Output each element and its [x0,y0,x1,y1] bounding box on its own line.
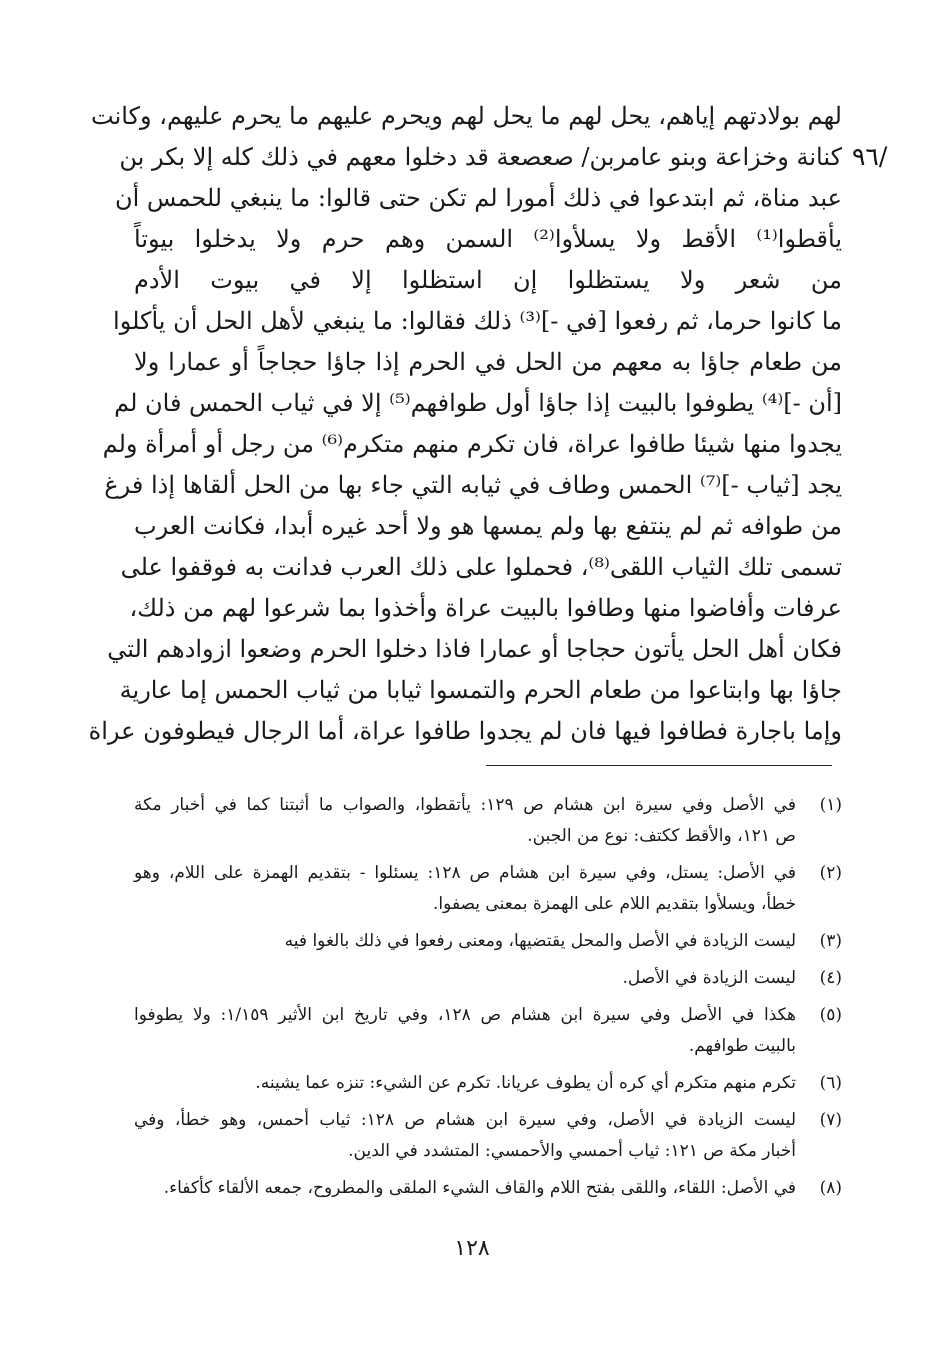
text-line: تسمى تلك الثياب اللقى⁽⁸⁾، فحملوا على ذلك العرب فدانت به فوقفوا على [120,553,842,581]
footnote [134,1105,842,1167]
footnote-number: (٧) [819,1110,842,1130]
text-line: من طوافه ثم لم ينتفع بها ولم يمسها هو ولا أحد غيره أبدا، فكانت العرب [134,512,842,540]
footnote-text [134,790,796,852]
text-line: فكان أهل الحل يأتون حجاجا أو عمارا فاذا دخلوا الحرم وضعوا ازوادهم التي [107,635,842,663]
footnote-line: ليست الزيادة في الأصل، وفي سيرة ابن هشام ص ١٢٨: ثياب أحمس، وهو خطأ، وفي [134,1110,796,1130]
footnote-number: (١) [819,795,842,815]
footnote-divider [486,765,832,766]
footnote-number: (٨) [819,1178,842,1198]
footnote-line: أخبار مكة ص ١٢١: ثياب أحمسي والأحمسي: المتشدد في الدين. [348,1141,796,1161]
text-line: عرفات وأفاضوا منها وطافوا بالبيت عراة وأخذوا بما شرعوا لهم من ذلك، [129,594,842,622]
footnote-number: (٥) [819,1005,842,1025]
footnote-line: ص ١٢١، والأقط ككتف: نوع من الجبن. [527,826,796,846]
footnote-line: في الأصل وفي سيرة ابن هشام ص ١٢٩: يأتقطوا، والصواب ما أثبتنا كما في أخبار مكة [134,795,796,815]
footnote-line: ليست الزيادة في الأصل والمحل يقتضيها، ومعنى رفعوا في ذلك بالغوا فيه [284,931,796,951]
footnote-text [134,858,796,920]
footnote-text [134,1068,796,1099]
text-line: [أن -]⁽⁴⁾ يطوفوا بالبيت إذا جاؤا أول طوافهم⁽⁵⁾ إلا في ثياب الحمس فان لم [114,389,842,417]
text-line: كنانة وخزاعة وبنو عامربن/ صعصعة قد دخلوا معهم في ذلك كله إلا بكر بن [119,143,842,171]
page-number: ١٢٨ [454,1236,490,1261]
footnote [134,1068,842,1099]
footnote-text [134,926,796,957]
text-line: وإما باجارة فطافوا فيها فان لم يجدوا طافوا عراة، أما الرجال فيطوفون عراة [88,717,842,745]
footnote [134,1173,842,1204]
text-line: يأقطوا⁽¹⁾ الأقط ولا يسلأوا⁽²⁾ السمن وهم حرم ولا يدخلوا بيوتاً [134,225,843,253]
footnote-line: تكرم منهم متكرم أي كره أن يطوف عريانا. تكرم عن الشيء: تنزه عما يشينه. [255,1073,796,1093]
footnote [134,926,842,957]
footnote-line: في الأصل: يستل، وفي سيرة ابن هشام ص ١٢٨: يسئلوا - بتقديم الهمزة على اللام، وهو [134,863,796,883]
text-line: من طعام جاؤا به معهم من الحل في الحرم إذا جاؤا حجاجاً أو عمارا ولا [134,348,843,376]
footnote-text [134,1105,796,1167]
text-line: يجد [ثياب -]⁽⁷⁾ الحمس وطاف في ثيابه التي جاء بها من الحل ألقاها إذا فرغ [104,471,842,499]
footnote-line: خطأ، ويسلأوا بتقديم اللام على الهمزة بمعنى يصفوا. [433,894,796,914]
text-line: يجدوا منها شيئا طافوا عراة، فان تكرم منهم متكرم⁽⁶⁾ من رجل أو أمرأة ولم [102,430,842,458]
footnote-text [134,1173,796,1204]
footnotes [134,790,842,1210]
footnote [134,963,842,994]
footnote [134,1000,842,1062]
footnote-number: (٦) [819,1073,842,1093]
text-line: من شعر ولا يستظلوا إن استظلوا إلا في بيوت الأدم [134,266,842,294]
footnote [134,790,842,852]
footnote-line: في الأصل: اللقاء، واللقى بفتح اللام والقاف الشيء الملقى والمطروح، جمعه الألقاء كأكفاء. [163,1178,796,1198]
margin-page-marker: /٩٦ [852,142,888,171]
footnote-line: بالبيت طوافهم. [688,1036,796,1056]
footnote-number: (٣) [819,931,842,951]
text-line: لهم بولادتهم إياهم، يحل لهم ما يحل لهم ويحرم عليهم ما يحرم عليهم، وكانت [91,102,842,130]
footnote-number: (٢) [819,863,842,883]
footnote-line: ليست الزيادة في الأصل. [622,968,796,988]
text-line: ما كانوا حرما، ثم رفعوا [في -]⁽³⁾ ذلك فقالوا: ما ينبغي لأهل الحل أن يأكلوا [113,307,842,335]
footnote-text [134,1000,796,1062]
footnote-line: هكذا في الأصل وفي سيرة ابن هشام ص ١٢٨، وفي تاريخ ابن الأثير ١/١٥٩: ولا يطوفوا [134,1005,796,1025]
footnote-number: (٤) [819,968,842,988]
main-text [88,96,843,752]
footnote [134,858,842,920]
footnote-text [134,963,796,994]
text-line: عبد مناة، ثم ابتدعوا في ذلك أمورا لم تكن حتى قالوا: ما ينبغي للحمس أن [114,184,842,212]
text-line: جاؤا بها وابتاعوا من طعام الحرم والتمسوا ثيابا من ثياب الحمس إما عارية [119,676,842,704]
